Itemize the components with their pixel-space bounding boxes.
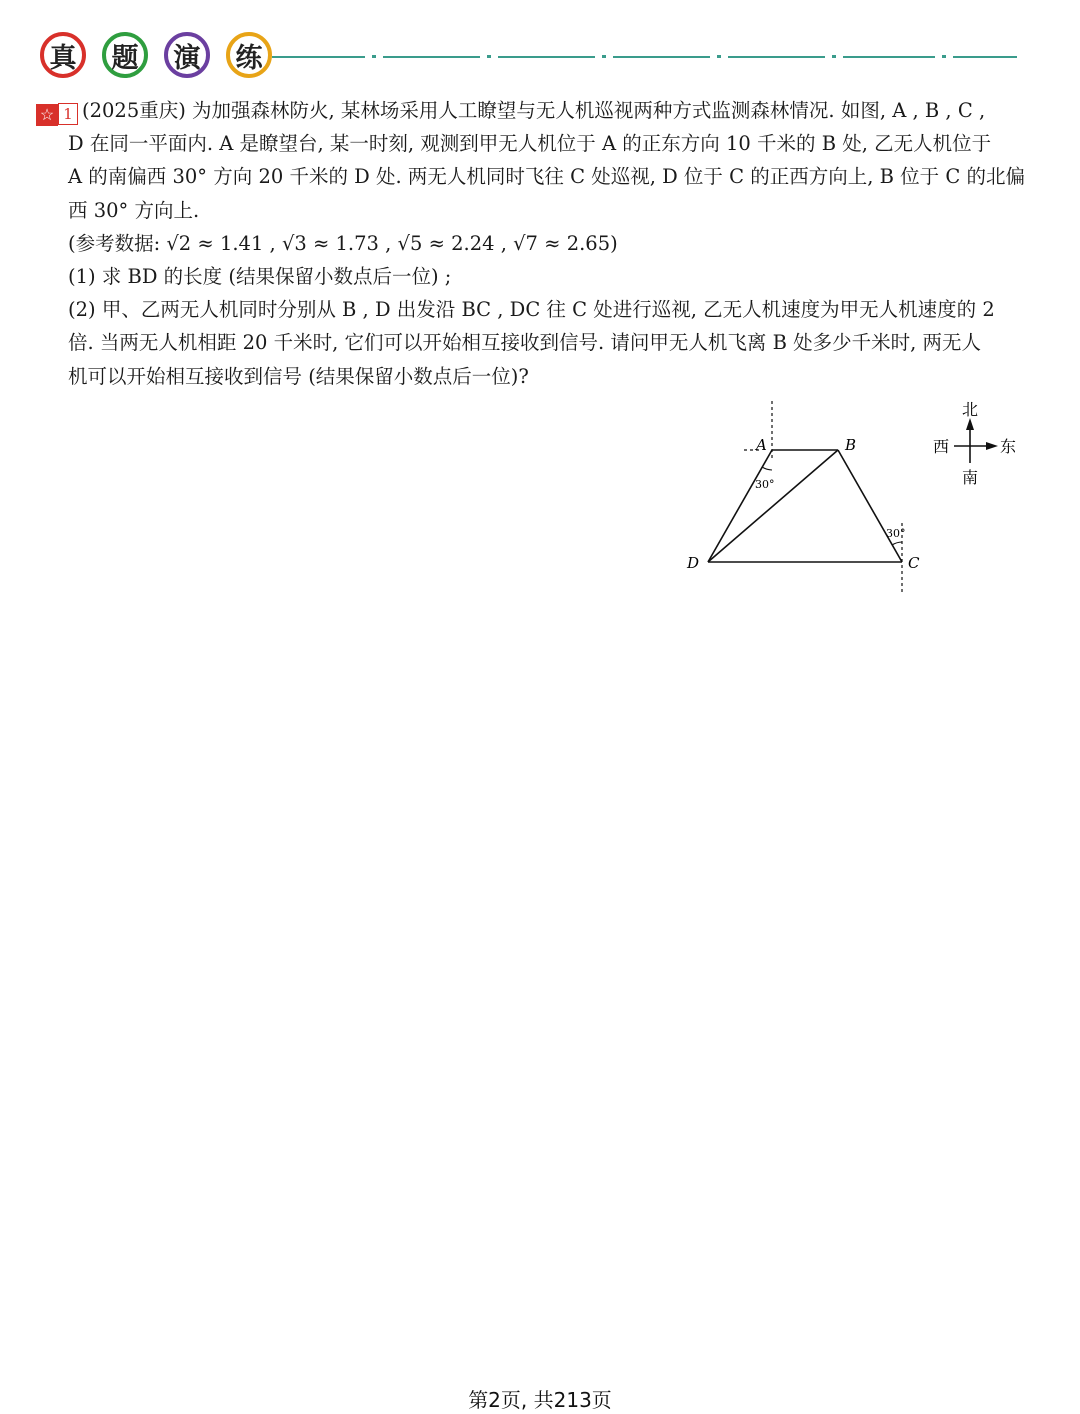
header-divider <box>272 56 1017 58</box>
compass-east: 东 <box>1000 437 1017 456</box>
label-c: C <box>908 554 920 572</box>
section-header <box>40 32 990 84</box>
question-2-cont: 倍. 当两无人机相距 20 千米时, 它们可以开始相互接收到信号. 请问甲无人机飞离 B 处多少千米时, 两无人 <box>68 331 982 355</box>
page-footer: 第2页, 共213页 <box>468 1388 612 1412</box>
badge-yan-char: 演 <box>173 42 201 74</box>
problem-text <box>36 94 1032 393</box>
angle-label-a: 30° <box>755 478 775 491</box>
problem-line-3: A 的南偏西 30° 方向 20 千米的 D 处. 两无人机同时飞往 C 处巡视, D 位于 C 的正西方向上, B 位于 C 的北偏 <box>68 165 1025 189</box>
problem-line-1 <box>36 94 1032 127</box>
figure-svg <box>680 398 1030 598</box>
geometry-figure <box>680 398 1030 598</box>
divider-dot <box>602 55 606 58</box>
badge-lian <box>226 32 272 78</box>
badge-zhen-char: 真 <box>49 42 77 74</box>
badge-yan <box>164 32 210 78</box>
problem-line-text: (2025重庆) 为加强森林防火, 某林场采用人工瞭望与无人机巡视两种方式监测森林情况. 如图, A , B , C , <box>82 99 986 122</box>
segment-bd <box>708 450 838 562</box>
divider-dot <box>832 55 836 58</box>
badge-ti-char: 题 <box>111 42 139 74</box>
label-a: A <box>756 436 767 454</box>
label-b: B <box>845 436 857 454</box>
angle-label-c: 30° <box>886 527 906 540</box>
problem-number: 1 <box>58 103 78 125</box>
problem-line-2: D 在同一平面内. A 是瞭望台, 某一时刻, 观测到甲无人机位于 A 的正东方向 10 千米的 B 处, 乙无人机位于 <box>68 132 992 156</box>
divider-dot <box>487 55 491 58</box>
badge-lian-char: 练 <box>235 42 263 74</box>
north-arrow-icon <box>966 418 974 430</box>
compass-west: 西 <box>933 437 950 456</box>
question-2-cont-2: 机可以开始相互接收到信号 (结果保留小数点后一位)? <box>68 364 529 388</box>
angle-arc-c <box>892 542 902 545</box>
question-1: (1) 求 BD 的长度 (结果保留小数点后一位) ; <box>68 264 452 288</box>
compass-south: 南 <box>962 468 979 487</box>
divider-dot <box>717 55 721 58</box>
badge-ti <box>102 32 148 78</box>
east-arrow-icon <box>986 442 998 450</box>
label-d: D <box>687 554 700 572</box>
question-2: (2) 甲、乙两无人机同时分别从 B , D 出发沿 BC , DC 往 C 处进行巡视, 乙无人机速度为甲无人机速度的 2 <box>68 298 995 322</box>
angle-arc-a <box>762 467 772 470</box>
reference-data: (参考数据: √2 ≈ 1.41 , √3 ≈ 1.73 , √5 ≈ 2.24 , √7 ≈ 2.65) <box>68 231 618 255</box>
star-icon: ☆ <box>36 104 58 126</box>
badge-zhen <box>40 32 86 78</box>
problem-line-4: 西 30° 方向上. <box>68 198 200 222</box>
divider-dot <box>372 55 376 58</box>
divider-dot <box>942 55 946 58</box>
compass-north: 北 <box>962 400 979 419</box>
